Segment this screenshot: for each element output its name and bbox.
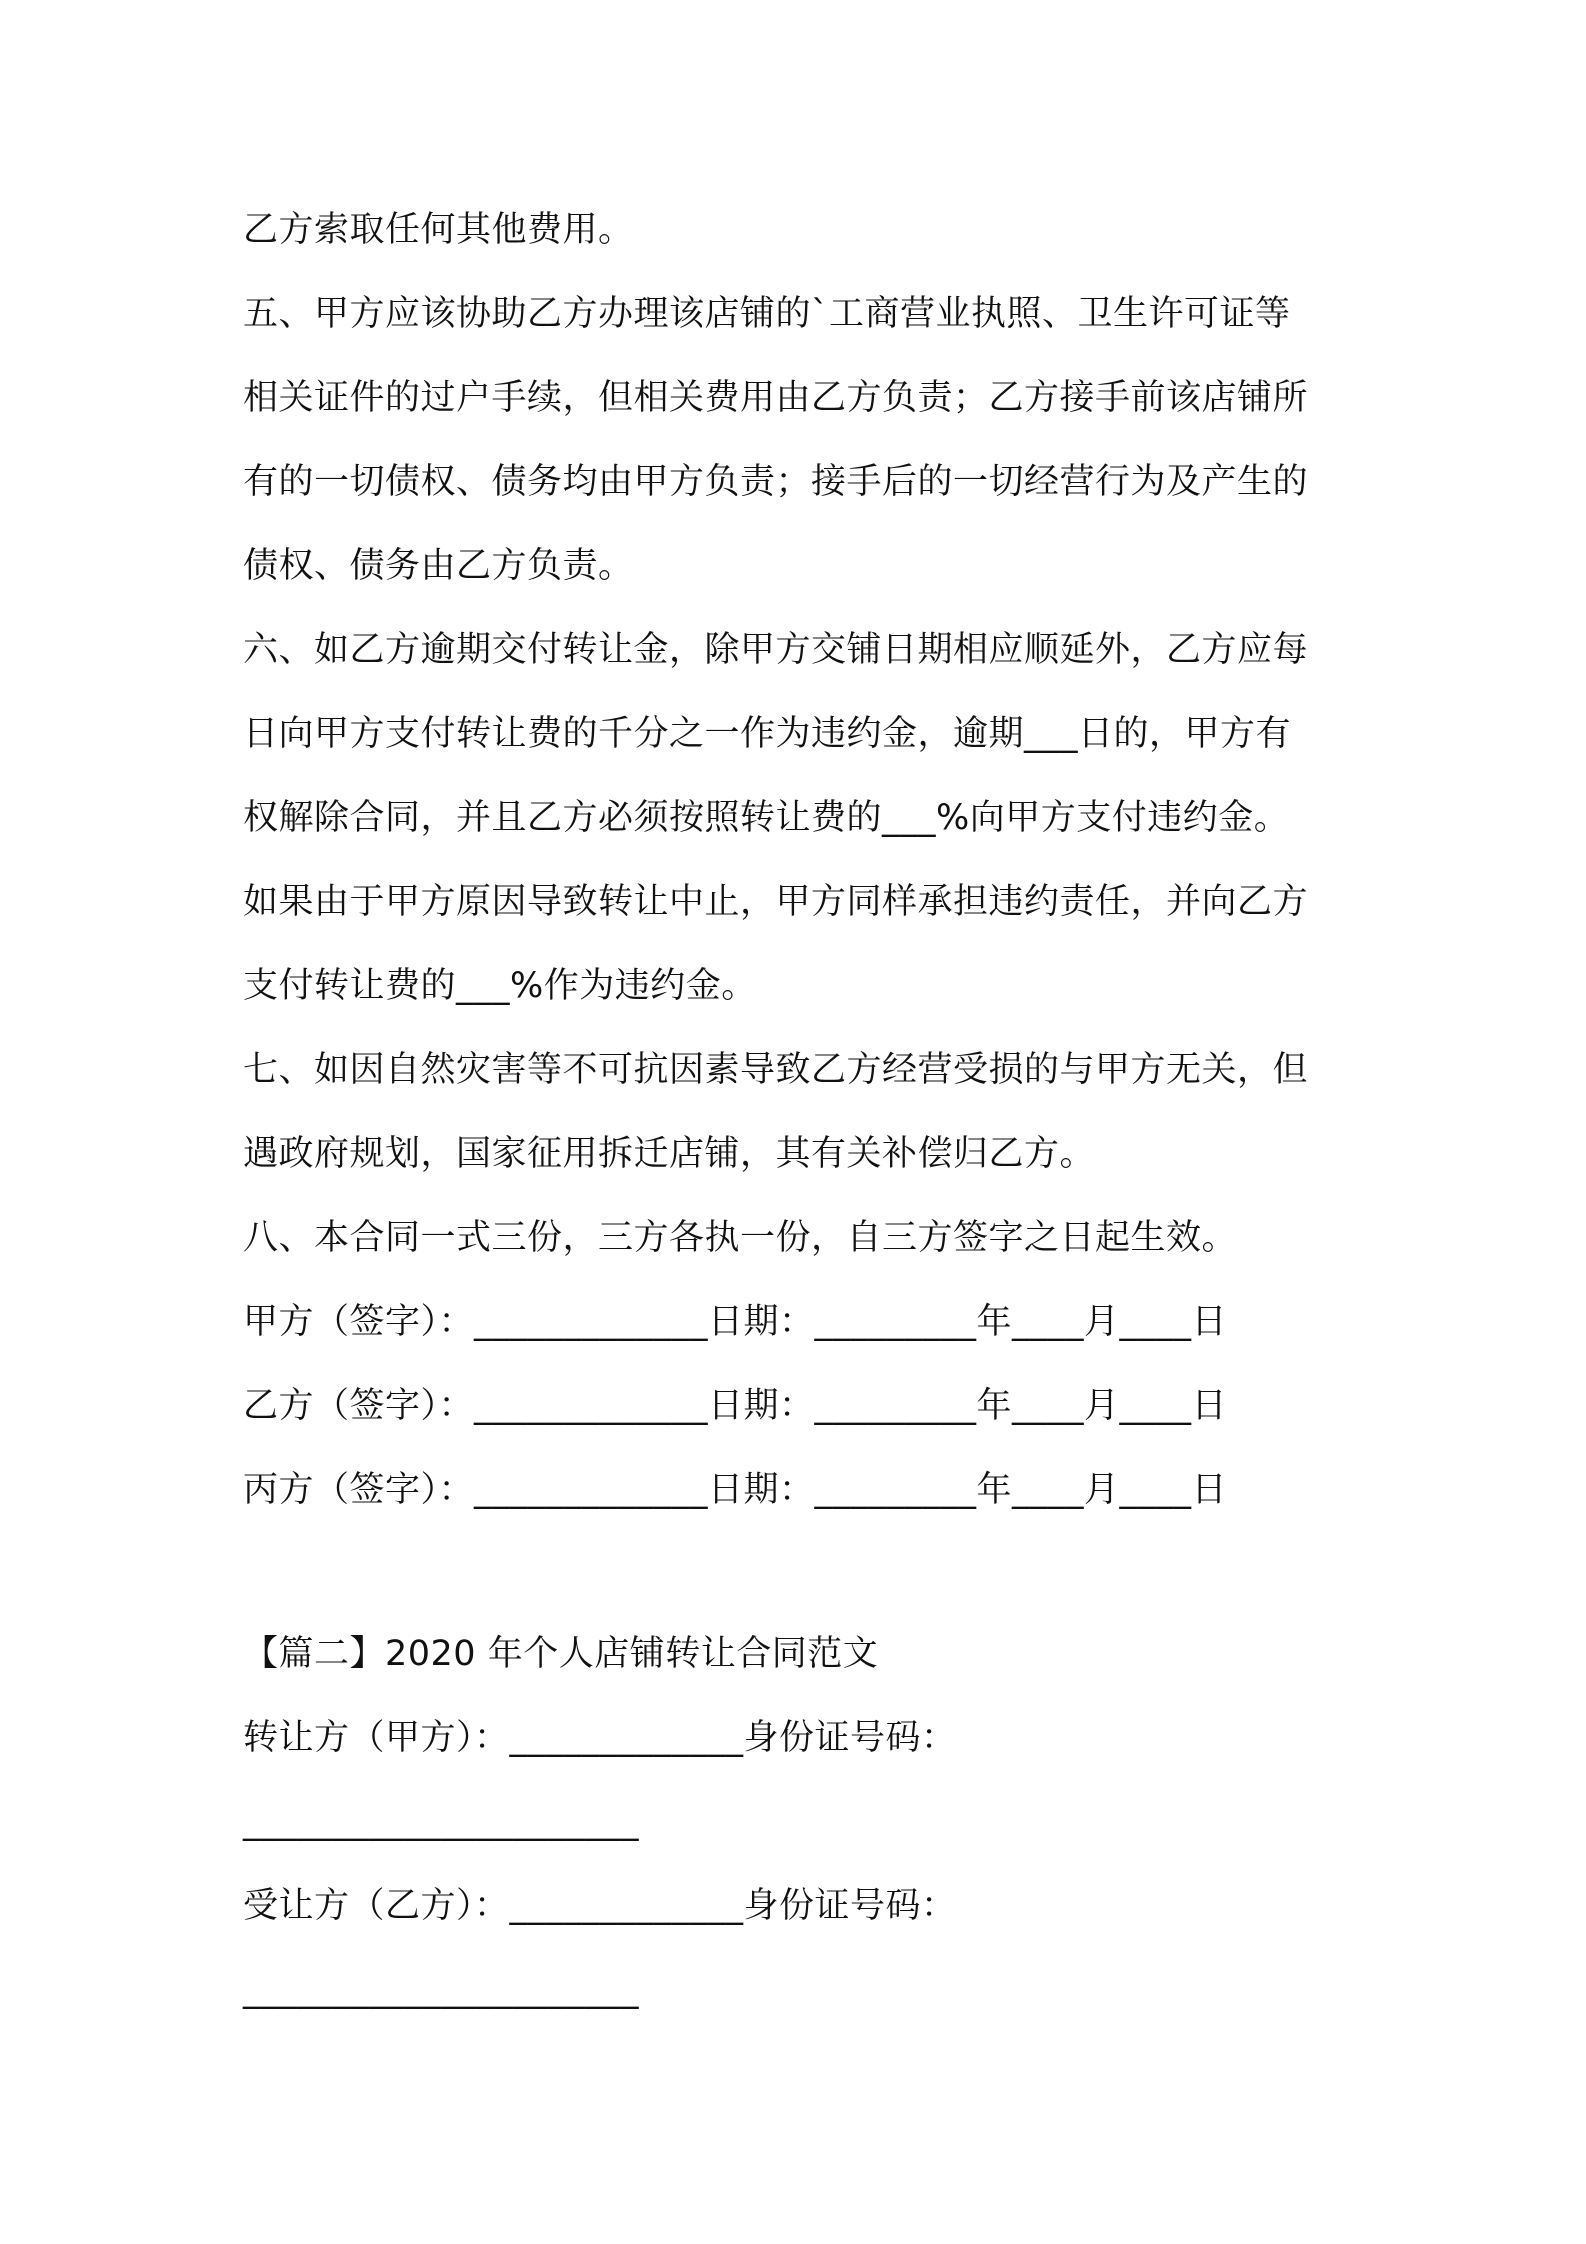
text-line: 乙方索取任何其他费用。 — [243, 210, 634, 250]
text-line: 相关证件的过户手续，但相关费用由乙方负责；乙方接手前该店铺所 — [243, 378, 1309, 418]
text-line: 债权、债务由乙方负责。 — [243, 546, 634, 586]
transferee-line: 受让方（乙方）：_____________身份证号码： — [243, 1886, 957, 1926]
text-line: 六、如乙方逾期交付转让金，除甲方交铺日期相应顺延外，乙方应每 — [243, 630, 1309, 670]
text-line: 五、甲方应该协助乙方办理该店铺的`工商营业执照、卫生许可证等 — [243, 294, 1291, 334]
transferor-line: 转让方（甲方）：_____________身份证号码： — [243, 1718, 957, 1758]
text-line: 支付转让费的___%作为违约金。 — [243, 966, 757, 1006]
transferee-id-blank: ______________________ — [243, 1970, 639, 2010]
signature-line-party-a: 甲方（签字）：_____________日期：_________年____月____日 — [243, 1302, 1228, 1342]
text-line: 有的一切债权、债务均由甲方负责；接手后的一切经营行为及产生的 — [243, 462, 1309, 502]
text-line: 权解除合同，并且乙方必须按照转让费的___%向甲方支付违约金。 — [243, 798, 1290, 838]
signature-line-party-b: 乙方（签字）：_____________日期：_________年____月____日 — [243, 1386, 1228, 1426]
text-line: 七、如因自然灾害等不可抗因素导致乙方经营受损的与甲方无关，但 — [243, 1050, 1309, 1090]
section-heading: 【篇二】2020 年个人店铺转让合同范文 — [243, 1634, 879, 1674]
signature-line-party-c: 丙方（签字）：_____________日期：_________年____月____日 — [243, 1470, 1228, 1510]
text-line: 日向甲方支付转让费的千分之一作为违约金，逾期___日的，甲方有 — [243, 714, 1292, 754]
text-line: 如果由于甲方原因导致转让中止，甲方同样承担违约责任，并向乙方 — [243, 882, 1309, 922]
text-line: 八、本合同一式三份，三方各执一份，自三方签字之日起生效。 — [243, 1218, 1238, 1258]
text-line: 遇政府规划，国家征用拆迁店铺，其有关补偿归乙方。 — [243, 1134, 1096, 1174]
transferor-id-blank: ______________________ — [243, 1802, 639, 1842]
